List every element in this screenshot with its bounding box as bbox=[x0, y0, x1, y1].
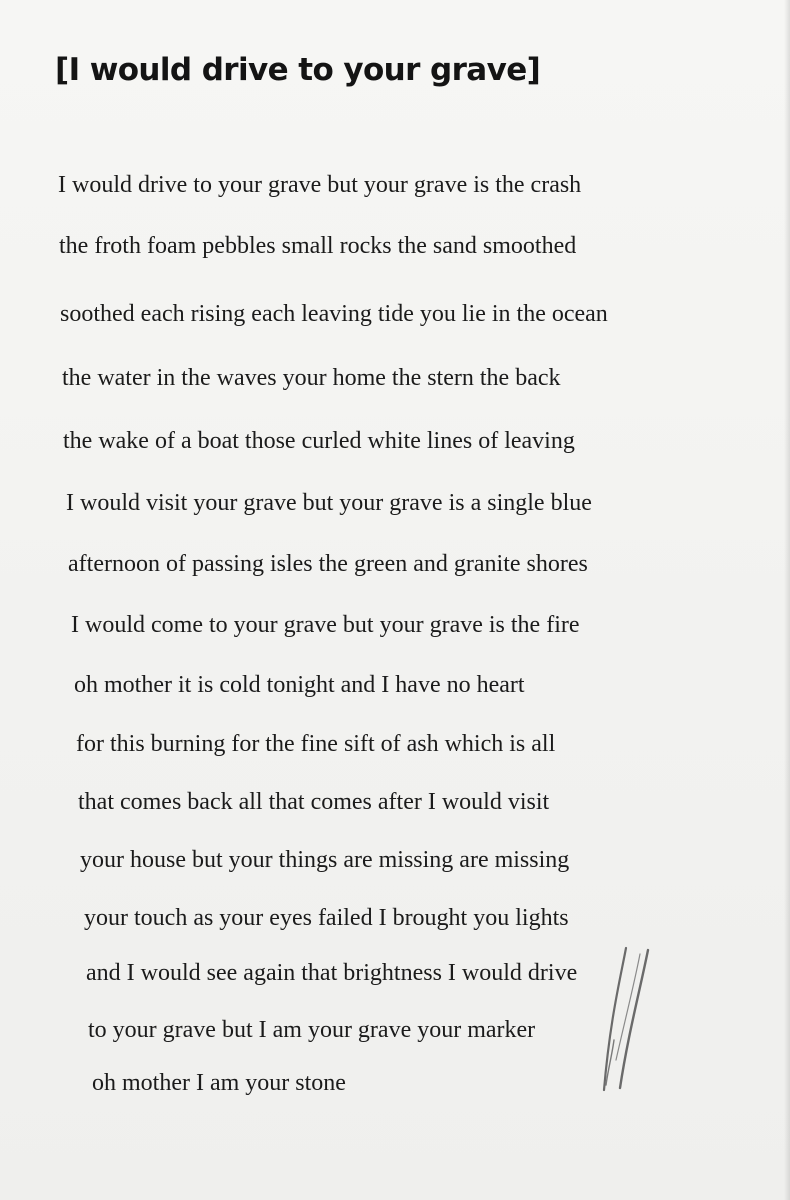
poem-line: I would come to your grave but your grave is the fire bbox=[71, 612, 580, 638]
pencil-signature-mark bbox=[590, 940, 660, 1100]
page-edge-shadow bbox=[784, 0, 790, 1200]
poem-line: and I would see again that brightness I would drive bbox=[86, 960, 578, 986]
poem-line: to your grave but I am your grave your marker bbox=[88, 1017, 536, 1043]
poem-line: the water in the waves your home the stern the back bbox=[62, 365, 561, 391]
poem-line: I would drive to your grave but your grave is the crash bbox=[58, 172, 582, 198]
poem-line: your house but your things are missing are missing bbox=[80, 847, 570, 873]
poem-line: I would visit your grave but your grave is a single blue bbox=[66, 490, 592, 516]
poem-line: that comes back all that comes after I would visit bbox=[78, 789, 550, 815]
poem-line: the froth foam pebbles small rocks the sand smoothed bbox=[59, 233, 577, 259]
poem-line: for this burning for the fine sift of ash which is all bbox=[76, 731, 556, 757]
poem-line: the wake of a boat those curled white lines of leaving bbox=[63, 428, 575, 454]
poem-line: your touch as your eyes failed I brought you lights bbox=[84, 905, 569, 931]
poem-line: oh mother I am your stone bbox=[92, 1070, 346, 1096]
poem-line: soothed each rising each leaving tide you lie in the ocean bbox=[60, 301, 608, 327]
poem-line: oh mother it is cold tonight and I have no heart bbox=[74, 672, 525, 698]
poem-line: afternoon of passing isles the green and granite shores bbox=[68, 551, 588, 577]
poem-title: [I would drive to your grave] bbox=[55, 52, 541, 88]
